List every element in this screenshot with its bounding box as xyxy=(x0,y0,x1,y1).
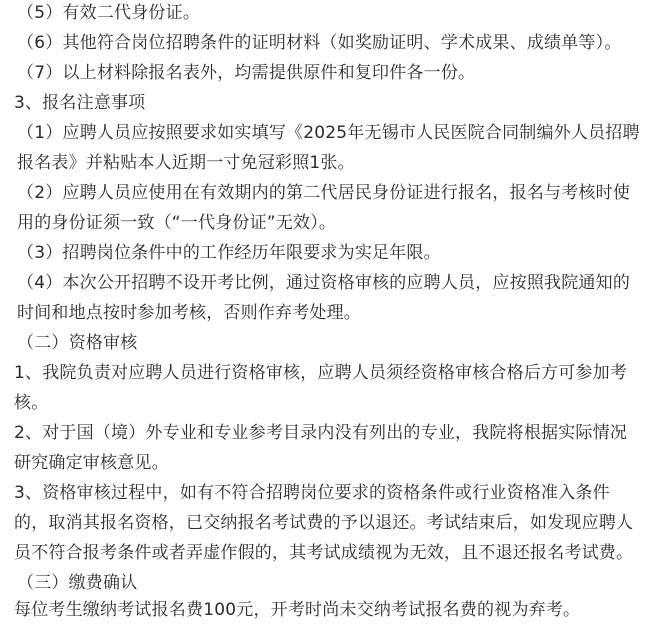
text-line: 2、对于国（境）外专业和专业参考目录内没有列出的专业，我院将根据实际情况 xyxy=(14,423,628,443)
text-line: 每位考生缴纳考试报名费100元，开考时尚未交纳考试报名费的视为弃考。 xyxy=(14,600,581,620)
text-line: （1）应聘人员应按照要求如实填写《2025年无锡市人民医院合同制编外人员招聘 xyxy=(17,123,640,143)
text-line: （2）应聘人员应使用在有效期内的第二代居民身份证进行报名，报名与考核时使 xyxy=(17,183,631,203)
text-line: 研究确定审核意见。 xyxy=(14,453,169,473)
text-line: （7）以上材料除报名表外，均需提供原件和复印件各一份。 xyxy=(17,63,476,83)
section-heading: （二）资格审核 xyxy=(17,333,138,353)
text-line: （3）招聘岗位条件中的工作经历年限要求为实足年限。 xyxy=(17,243,441,263)
text-line: 核。 xyxy=(14,393,49,413)
text-line: 时间和地点按时参加考核，否则作弃考处理。 xyxy=(17,303,361,323)
text-line: 员不符合报考条件或者弄虚作假的，其考试成绩视为无效，且不退还报名考试费。 xyxy=(14,543,634,563)
text-line: 用的身份证须一致（“一代身份证”无效）。 xyxy=(17,213,337,233)
text-line: 1、我院负责对应聘人员进行资格审核，应聘人员须经资格审核合格后方可参加考 xyxy=(14,363,628,383)
text-line: 的，取消其报名资格，已交纳报名考试费的予以退还。考试结束后，如发现应聘人 xyxy=(14,513,634,533)
section-heading: （三）缴费确认 xyxy=(17,573,138,593)
text-line: （6）其他符合岗位招聘条件的证明材料（如奖励证明、学术成果、成绩单等）。 xyxy=(17,33,622,53)
text-line: 3、资格审核过程中，如有不符合招聘岗位要求的资格条件或行业资格准入条件 xyxy=(14,483,610,503)
text-line: （5）有效二代身份证。 xyxy=(17,3,201,23)
section-heading: 3、报名注意事项 xyxy=(14,93,146,113)
text-line: 报名表》并粘贴本人近期一寸免冠彩照1张。 xyxy=(17,153,355,173)
text-line: （4）本次公开招聘不设开考比例，通过资格审核的应聘人员，应按照我院通知的 xyxy=(17,273,631,293)
